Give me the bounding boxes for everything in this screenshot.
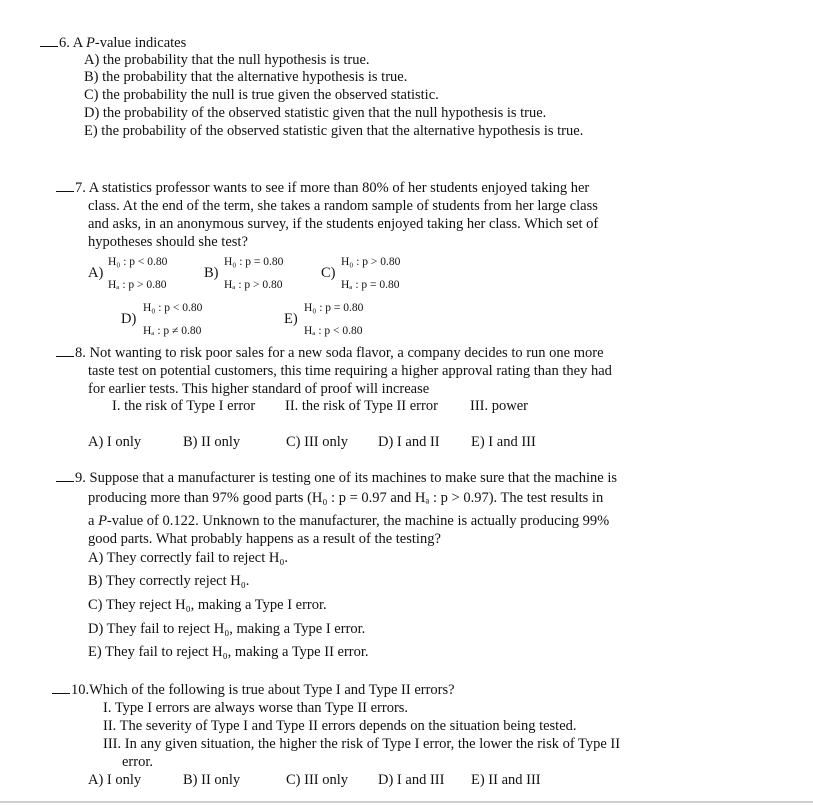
question-stem-line: hypotheses should she test? (88, 234, 248, 250)
choice-e: E) the probability of the observed statistic given that the alternative hypothesis is true. (84, 123, 584, 139)
choice-c: C) III only (286, 772, 349, 788)
question-9 (56, 470, 617, 486)
option-d-letter: D) (121, 311, 137, 327)
statement-iii: III. In any given situation, the higher the risk of Type I error, the lower the risk of Type II (103, 736, 621, 752)
question-number: 7. (75, 180, 86, 196)
option-b-letter: B) (204, 265, 219, 281)
statement-iii-continued: error. (122, 754, 153, 770)
option-e-null: H₀ : p = 0.80 (304, 302, 364, 314)
option-c-null: H₀ : p > 0.80 (341, 256, 401, 268)
question-7 (56, 180, 589, 196)
choice-e: E) They fail to reject H₀, making a Type II error. (88, 644, 369, 660)
question-number: 6. (59, 35, 70, 51)
page-bottom-border (0, 801, 813, 803)
question-stem-line: class. At the end of the term, she takes a random sample of students from her large class (88, 198, 598, 214)
statement-iii: III. power (470, 398, 528, 414)
question-stem-line: a P-value of 0.122. Unknown to the manufacturer, the machine is actually producing 99% (88, 513, 610, 529)
question-stem-line: good parts. What probably happens as a result of the testing? (88, 531, 441, 547)
choice-d: D) I and II (378, 434, 440, 450)
choice-a: A) They correctly fail to reject H₀. (88, 550, 289, 566)
question-8 (56, 345, 604, 361)
statement-ii: II. The severity of Type I and Type II errors depends on the situation being tested. (103, 718, 577, 734)
question-stem-line: and asks, in an anonymous survey, if the students enjoyed taking her class. Which set of (88, 216, 599, 232)
question-stem-line: for earlier tests. This higher standard of proof will increase (88, 381, 430, 397)
question-stem-line: taste test on potential customers, this time requiring a higher approval rating than they had (88, 363, 612, 379)
choice-b: B) They correctly reject H₀. (88, 573, 250, 589)
choice-c: C) III only (286, 434, 349, 450)
choice-d: D) the probability of the observed statistic given that the null hypothesis is true. (84, 105, 547, 121)
option-e-letter: E) (284, 311, 298, 327)
choice-b: B) the probability that the alternative hypothesis is true. (84, 69, 408, 85)
question-number: 9. (75, 470, 86, 486)
question-stem-line: Not wanting to risk poor sales for a new soda flavor, a company decides to run one more (89, 345, 604, 361)
option-a-alt: Hₐ : p > 0.80 (108, 279, 167, 291)
question-number: 8. (75, 345, 86, 361)
question-stem-line: A statistics professor wants to see if more than 80% of her students enjoyed taking her (88, 180, 590, 196)
question-stem-line: producing more than 97% good parts (H₀ : p = 0.97 and Hₐ : p > 0.97). The test results in (88, 490, 604, 506)
choice-c: C) They reject H₀, making a Type I error. (88, 597, 327, 613)
option-c-alt: Hₐ : p = 0.80 (341, 279, 400, 291)
question-10 (52, 682, 455, 698)
question-stem: A P-value indicates (72, 35, 187, 51)
choice-d: D) They fail to reject H₀, making a Type I error. (88, 621, 366, 637)
choice-a: A) I only (88, 434, 142, 450)
choice-e: E) II and III (471, 772, 541, 788)
option-a-null: H₀ : p < 0.80 (108, 256, 168, 268)
option-d-alt: Hₐ : p ≠ 0.80 (143, 325, 202, 337)
answer-blank[interactable] (56, 180, 74, 192)
answer-blank[interactable] (56, 345, 74, 357)
choice-a: A) I only (88, 772, 142, 788)
statement-i: I. the risk of Type I error (112, 398, 256, 414)
choice-a: A) the probability that the null hypothesis is true. (84, 52, 370, 68)
option-d-null: H₀ : p < 0.80 (143, 302, 203, 314)
choice-b: B) II only (183, 772, 241, 788)
question-number: 10. (71, 682, 90, 698)
answer-blank[interactable] (56, 470, 74, 482)
choice-e: E) I and III (471, 434, 536, 450)
choice-c: C) the probability the null is true given the observed statistic. (84, 87, 439, 103)
option-b-alt: Hₐ : p > 0.80 (224, 279, 283, 291)
option-e-alt: Hₐ : p < 0.80 (304, 325, 363, 337)
option-c-letter: C) (321, 265, 336, 281)
option-b-null: H₀ : p = 0.80 (224, 256, 284, 268)
answer-blank[interactable] (40, 35, 58, 47)
answer-blank[interactable] (52, 682, 70, 694)
statement-ii: II. the risk of Type II error (285, 398, 438, 414)
choice-b: B) II only (183, 434, 241, 450)
choice-d: D) I and III (378, 772, 445, 788)
question-stem: Which of the following is true about Type I and Type II errors? (89, 682, 455, 698)
option-a-letter: A) (88, 265, 104, 281)
statement-i: I. Type I errors are always worse than Type II errors. (103, 700, 409, 716)
question-6 (40, 35, 186, 51)
question-stem-line: Suppose that a manufacturer is testing one of its machines to make sure that the machine is (89, 470, 617, 486)
